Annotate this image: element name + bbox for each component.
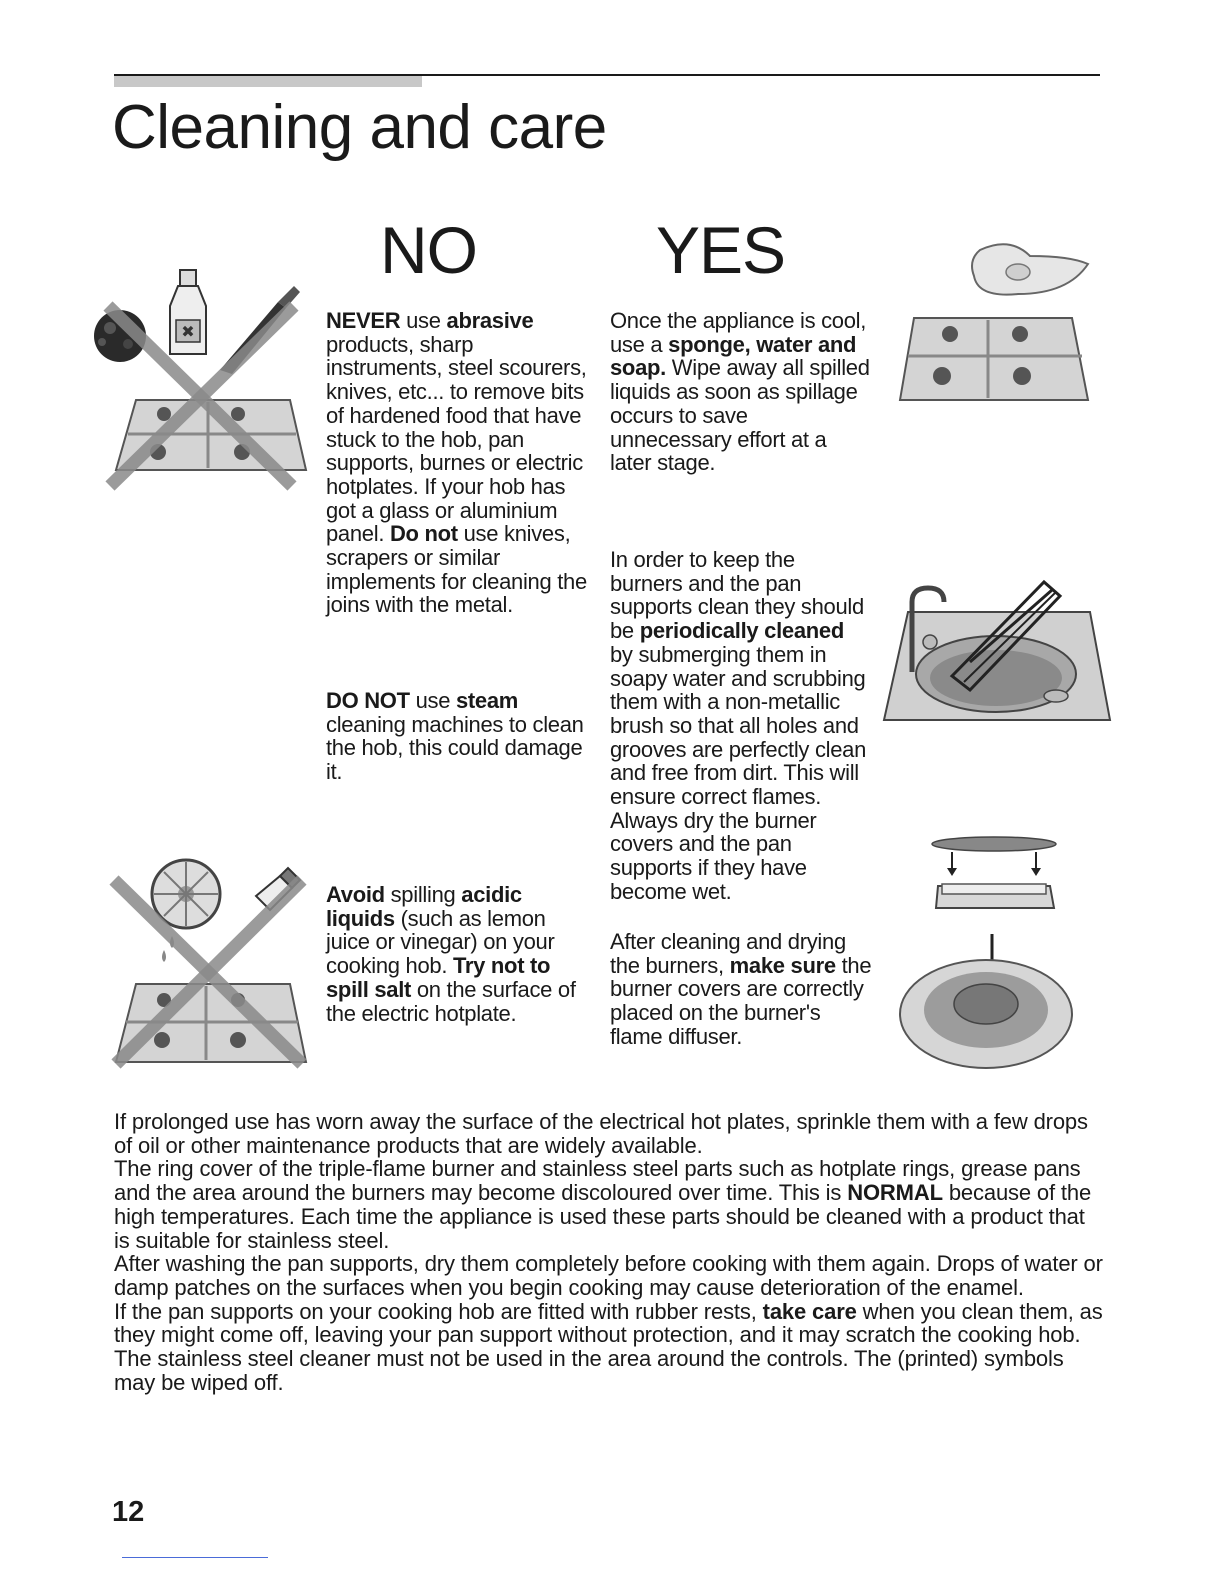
bold-text-run: sponge, water and soap.	[610, 331, 857, 381]
note-paragraph	[114, 1252, 1104, 1299]
text-run: when you clean them, as they might come off, leaving your pan support without protection, and it may scratch the cooking hob.	[114, 1298, 1103, 1348]
text-run: (such as lemon juice or vinegar) on your cooking hob.	[326, 905, 555, 979]
bold-text-run: Do not	[389, 521, 458, 547]
text-run: by submerging them in soapy water and scrubbing them with a non-metallic brush so that all holes and grooves are perfectly clean and free from dirt. This will ensure correct flames. Always dry the burner covers and the pan supports if they have become wet.	[610, 641, 867, 904]
text-run: use	[409, 688, 456, 713]
bold-text-run: abrasive	[446, 308, 534, 333]
text-run: After cleaning and drying the burners,	[610, 929, 846, 978]
bold-text-run: make sure	[729, 952, 836, 978]
hob-icon	[900, 318, 1088, 400]
text-run: use	[400, 308, 447, 333]
sponge-hob-illustration	[896, 236, 1096, 406]
text-run: Wipe away all spilled liquids as soon as spillage occurs to save unnecessary effort at a later stage.	[610, 355, 870, 476]
burner-base-icon	[900, 960, 1072, 1068]
acidic-liquids-crossed-illustration	[106, 850, 316, 1070]
bold-text-run: DO NOT	[326, 688, 410, 713]
yes-heading: YES	[656, 213, 786, 287]
hob-icon	[116, 984, 306, 1062]
abrasive-products-crossed-illustration	[80, 262, 310, 492]
sink-soaking-illustration	[880, 572, 1112, 724]
no-heading: NO	[380, 213, 477, 287]
text-run: because of the high temperatures. Each time the appliance is used these parts should be cleaned with a product that is suitable for stainless steel.	[114, 1180, 1092, 1253]
bold-text-run: Try not to spill salt	[326, 953, 551, 1002]
note-paragraph	[114, 1347, 1104, 1394]
note-paragraph	[114, 1110, 1104, 1157]
text-run: The ring cover of the triple-flame burner and stainless steel parts such as hotplate rings, grease pans and the area around the burners may become discoloured over time. This is	[114, 1156, 1081, 1206]
text-run: If the pan supports on your cooking hob are fitted with rubber rests,	[114, 1298, 763, 1324]
yes-periodic-clean-text	[610, 548, 872, 904]
bold-text-run: Avoid	[326, 882, 385, 907]
bold-text-run: take care	[762, 1298, 857, 1324]
text-run: In order to keep the burners and the pan supports clean they should be	[610, 547, 864, 644]
no-abrasive-text	[326, 309, 588, 617]
bold-text-run: NEVER	[326, 308, 401, 333]
text-run: Once the appliance is cool, use a	[610, 308, 867, 357]
svg-text:✖: ✖	[181, 322, 195, 341]
no-steam-text	[326, 689, 588, 784]
text-run: on the surface of the electric hotplate.	[326, 976, 576, 1026]
text-run: After washing the pan supports, dry them completely before cooking with them again. Drops of water or damp patches on the surfaces when you begin cooking may cause deterioration of the enamel.	[114, 1251, 1103, 1300]
text-run: use knives, scrapers or similar implements for cleaning the joins with the metal.	[326, 521, 587, 618]
no-acidic-text	[326, 883, 588, 1025]
bold-text-run: NORMAL	[847, 1180, 943, 1206]
bold-text-run: steam	[455, 688, 519, 713]
text-run: the burner covers are correctly placed on the burner's flame diffuser.	[610, 952, 872, 1049]
note-paragraph	[114, 1300, 1104, 1347]
text-run: The stainless steel cleaner must not be used in the area around the controls. The (printed) symbols may be wiped off.	[114, 1346, 1064, 1395]
cleaner-bottle-icon	[170, 270, 206, 354]
general-notes	[114, 1110, 1104, 1394]
text-run: If prolonged use has worn away the surface of the electrical hot plates, sprinkle them with a few drops of oil or other maintenance products that are widely available.	[114, 1109, 1088, 1158]
header-accent-bar	[114, 76, 422, 87]
burner-cap-placement-illustration	[896, 836, 1076, 1072]
flame-diffuser-ring-icon	[936, 884, 1054, 908]
text-run: products, sharp instruments, steel scourers, knives, etc... to remove bits of hardened food that have stuck to the hob, pan supports, burnes or electric hotplates. If your hob has got a glass or aluminium panel.	[326, 331, 587, 547]
yes-burner-covers-text	[610, 930, 872, 1049]
yes-sponge-text	[610, 309, 872, 475]
page-number: 12	[112, 1496, 145, 1528]
text-run: cleaning machines to clean the hob, this could damage it.	[326, 711, 584, 785]
footer-link-underline	[122, 1557, 268, 1558]
burner-cap-icon	[932, 837, 1056, 851]
note-paragraph	[114, 1157, 1104, 1252]
arrow-down-icon	[947, 852, 1041, 876]
bold-text-run: acidic liquids	[326, 882, 522, 931]
text-run: spilling	[384, 882, 462, 907]
bold-text-run: periodically cleaned	[639, 618, 844, 644]
sponge-hand-icon	[972, 244, 1088, 294]
page-title: Cleaning and care	[112, 93, 607, 162]
